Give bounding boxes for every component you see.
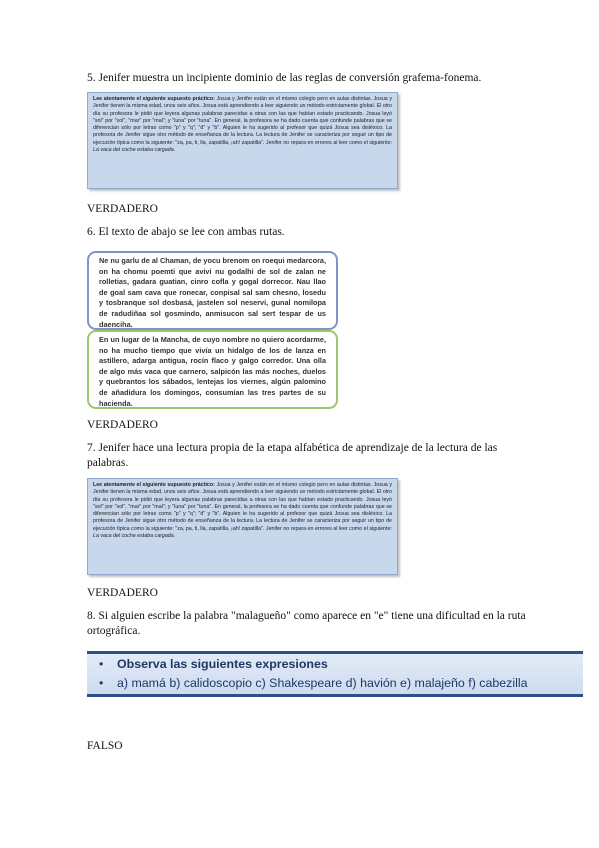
quijote-text-box: En un lugar de la Mancha, de cuyo nombre no quiero acordarme, no ha mucho tiempo que vivía un hidalgo de los de lanza en astillero, adarga antigua, rocín flaco y galgo corredor. Una olla de algo más vaca que carnero, salpicón las más noches, duelos y quebrantos los sábados, lentejas los viernes, algún palomino de añadidura los domingos, consumían las tres partes de su hacienda. (87, 330, 338, 409)
answer-7: VERDADERO (87, 587, 158, 599)
case-example: La vaca del coche estaba cargada. (93, 533, 176, 540)
case-text-box-2 (87, 478, 398, 575)
slide-expressions: a) mamá b) calidoscopio c) Shakespeare d) havión e) malajeño f) cabezilla (117, 676, 528, 690)
answer-6: VERDADERO (87, 419, 158, 431)
expressions-slide (87, 651, 583, 697)
case-body: Josua y Jenifer están en el mismo colegio pero en aulas distintas. Josua y Jenifer tienen la misma edad, unos seis años. Josua está aprendiendo a leer siguiendo un método estrictamente global. El otro día su profesora le pidió que leyera algunas palabras parecidas a otras con las que habían estado practicando. Josua leyó "sol" por "sol", "mar" por "mal"; y "luna" por "tuna". En general, la profesora se ha dado cuenta que confunde palabras que se diferencian sólo por letras como "p" y "q"; "d" y "b". Alguien le ha sugerido al profesor que quizá Josua sea disléxico. La profesora de Jenifer sigue otro método de enseñanza de la lectura. La lectura de Jenifer se caracteriza por seguir un tipo de ejecución típica como la siguiente: "za, pa, ti, lla, zapatilla, ¡ah! zapatilla". Jenifer no repara en errores al leer como el siguiente: (93, 96, 392, 146)
case-body: Josua y Jenifer están en el mismo colegio pero en aulas distintas. Josua y Jenifer tienen la misma edad, unos seis años. Josua está aprendiendo a leer siguiendo un método estrictamente global. El otro día su profesora le pidió que leyera algunas palabras parecidas a otras con las que habían estado practicando. Josua leyó "sol" por "sol", "mar" por "mal"; y "luna" por "tuna". En general, la profesora se ha dado cuenta que confunde palabras que se diferencian sólo por letras como "p" y "q"; "d" y "b". Alguien le ha sugerido al profesor que quizá Josua sea disléxico. La profesora de Jenifer sigue otro método de enseñanza de la lectura. La lectura de Jenifer se caracteriza por seguir un tipo de ejecución típica como la siguiente: "za, pa, ti, lla, zapatilla, ¡ah! zapatilla". Jenifer no repara en errores al leer como el siguiente: (93, 482, 392, 532)
question-7: 7. Jenifer hace una lectura propia de la etapa alfabética de aprendizaje de la lectura de las palabras. (87, 442, 498, 469)
bullet-icon: • (99, 676, 104, 690)
answer-5: VERDADERO (87, 203, 158, 215)
nonsense-text-box: Ne nu garlu de al Chaman, de yocu brenom on roequi medarcora, on ha chomu poemti que avivi nu godalhi de sol de zalan ne rolletias, gadara guatian, cinro cofla y gogal dorrecor. Nau llao de goal sam cava que ronecar, conpisal sal sam chesno, losedu y tosbranque sol dosbasá, jastelen sol neservi, gunal nomilopa de radudiñaa sol gosmindo, anmisucon sal sert tespar de us daenciha. (87, 251, 338, 330)
slide-line-1 (99, 657, 328, 671)
question-6: 6. El texto de abajo se lee con ambas rutas. (87, 226, 285, 238)
bullet-icon: • (99, 657, 104, 671)
case-lead: Lee atentamente el siguiente supuesto práctico: (93, 96, 215, 102)
slide-line-2 (99, 676, 527, 690)
case-lead: Lee atentamente el siguiente supuesto práctico: (93, 482, 215, 488)
answer-8: FALSO (87, 740, 123, 752)
question-5: 5. Jenifer muestra un incipiente dominio de las reglas de conversión grafema-fonema. (87, 72, 482, 84)
case-text-box-1 (87, 92, 398, 189)
case-example: La vaca del coche estaba cargada. (93, 147, 176, 154)
question-8: 8. Si alguien escribe la palabra "malagueño" como aparece en "e" tiene una dificultad en la ruta ortográfica. (87, 610, 526, 637)
slide-heading: Observa las siguientes expresiones (117, 657, 328, 671)
